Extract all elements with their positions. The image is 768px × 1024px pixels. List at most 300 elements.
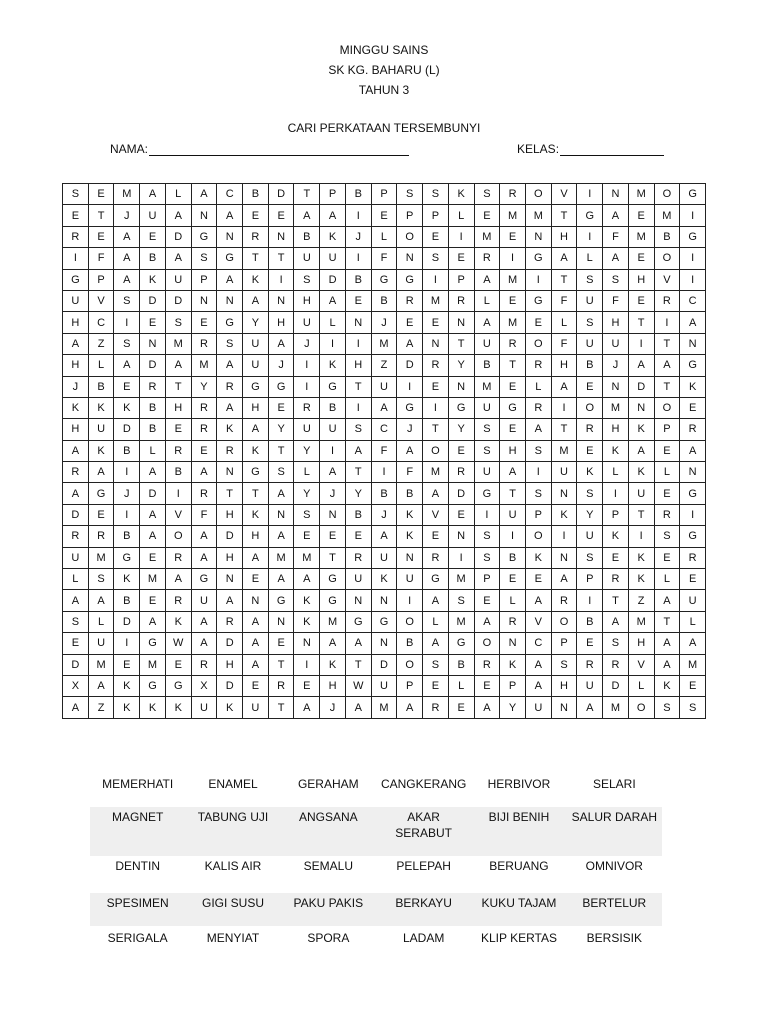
grid-cell[interactable]: R: [551, 590, 577, 611]
grid-cell[interactable]: L: [294, 462, 320, 483]
grid-cell[interactable]: S: [294, 504, 320, 525]
grid-cell[interactable]: Y: [294, 440, 320, 461]
grid-cell[interactable]: L: [577, 248, 603, 269]
grid-cell[interactable]: A: [191, 547, 217, 568]
grid-cell[interactable]: V: [525, 611, 551, 632]
grid-cell[interactable]: I: [345, 397, 371, 418]
grid-cell[interactable]: A: [423, 633, 449, 654]
grid-cell[interactable]: G: [217, 248, 243, 269]
grid-cell[interactable]: A: [88, 590, 114, 611]
grid-cell[interactable]: G: [243, 462, 269, 483]
grid-cell[interactable]: A: [474, 312, 500, 333]
grid-cell[interactable]: A: [551, 248, 577, 269]
grid-cell[interactable]: R: [268, 675, 294, 696]
grid-cell[interactable]: G: [397, 269, 423, 290]
grid-cell[interactable]: A: [191, 526, 217, 547]
grid-cell[interactable]: E: [500, 569, 526, 590]
grid-cell[interactable]: L: [88, 611, 114, 632]
grid-cell[interactable]: S: [448, 590, 474, 611]
grid-cell[interactable]: M: [500, 205, 526, 226]
grid-cell[interactable]: M: [525, 205, 551, 226]
grid-cell[interactable]: D: [165, 290, 191, 311]
grid-cell[interactable]: A: [268, 569, 294, 590]
grid-cell[interactable]: A: [114, 355, 140, 376]
grid-cell[interactable]: T: [654, 333, 680, 354]
grid-cell[interactable]: U: [474, 462, 500, 483]
grid-cell[interactable]: R: [654, 504, 680, 525]
grid-cell[interactable]: A: [243, 547, 269, 568]
grid-cell[interactable]: H: [500, 440, 526, 461]
grid-cell[interactable]: S: [63, 184, 89, 205]
grid-cell[interactable]: A: [88, 462, 114, 483]
grid-cell[interactable]: E: [423, 226, 449, 247]
grid-cell[interactable]: S: [525, 440, 551, 461]
grid-cell[interactable]: P: [320, 184, 346, 205]
grid-cell[interactable]: M: [191, 355, 217, 376]
grid-cell[interactable]: H: [551, 675, 577, 696]
grid-cell[interactable]: J: [114, 483, 140, 504]
grid-cell[interactable]: K: [628, 547, 654, 568]
grid-cell[interactable]: N: [397, 547, 423, 568]
grid-cell[interactable]: E: [243, 205, 269, 226]
grid-cell[interactable]: N: [345, 590, 371, 611]
grid-cell[interactable]: X: [63, 675, 89, 696]
grid-cell[interactable]: A: [603, 248, 629, 269]
grid-cell[interactable]: M: [628, 611, 654, 632]
grid-cell[interactable]: T: [448, 333, 474, 354]
grid-cell[interactable]: L: [448, 675, 474, 696]
grid-cell[interactable]: K: [294, 590, 320, 611]
grid-cell[interactable]: E: [268, 397, 294, 418]
grid-cell[interactable]: U: [603, 333, 629, 354]
grid-cell[interactable]: E: [474, 590, 500, 611]
grid-cell[interactable]: A: [397, 697, 423, 718]
grid-cell[interactable]: K: [628, 462, 654, 483]
grid-cell[interactable]: A: [243, 611, 269, 632]
grid-cell[interactable]: A: [63, 697, 89, 718]
grid-cell[interactable]: H: [243, 397, 269, 418]
grid-cell[interactable]: A: [371, 397, 397, 418]
grid-cell[interactable]: G: [371, 269, 397, 290]
grid-cell[interactable]: D: [217, 526, 243, 547]
grid-cell[interactable]: C: [88, 312, 114, 333]
class-blank-line[interactable]: [560, 143, 664, 156]
grid-cell[interactable]: G: [423, 569, 449, 590]
grid-cell[interactable]: B: [88, 376, 114, 397]
grid-cell[interactable]: Y: [345, 483, 371, 504]
grid-cell[interactable]: E: [371, 205, 397, 226]
grid-cell[interactable]: W: [165, 633, 191, 654]
grid-cell[interactable]: K: [243, 269, 269, 290]
grid-cell[interactable]: S: [397, 184, 423, 205]
grid-cell[interactable]: O: [423, 440, 449, 461]
grid-cell[interactable]: G: [448, 397, 474, 418]
grid-cell[interactable]: U: [371, 376, 397, 397]
grid-cell[interactable]: N: [500, 633, 526, 654]
grid-cell[interactable]: A: [140, 611, 166, 632]
grid-cell[interactable]: E: [63, 633, 89, 654]
grid-cell[interactable]: M: [371, 333, 397, 354]
grid-cell[interactable]: K: [217, 697, 243, 718]
grid-cell[interactable]: G: [680, 226, 706, 247]
grid-cell[interactable]: E: [345, 526, 371, 547]
grid-cell[interactable]: A: [371, 526, 397, 547]
grid-cell[interactable]: E: [397, 312, 423, 333]
grid-cell[interactable]: J: [294, 333, 320, 354]
grid-cell[interactable]: A: [680, 312, 706, 333]
grid-cell[interactable]: B: [371, 290, 397, 311]
grid-cell[interactable]: P: [397, 205, 423, 226]
grid-cell[interactable]: E: [654, 547, 680, 568]
grid-cell[interactable]: N: [320, 504, 346, 525]
grid-cell[interactable]: R: [63, 526, 89, 547]
grid-cell[interactable]: D: [140, 290, 166, 311]
grid-cell[interactable]: J: [114, 205, 140, 226]
grid-cell[interactable]: P: [474, 569, 500, 590]
grid-cell[interactable]: K: [294, 611, 320, 632]
grid-cell[interactable]: Z: [88, 697, 114, 718]
grid-cell[interactable]: H: [628, 633, 654, 654]
grid-cell[interactable]: I: [114, 312, 140, 333]
grid-cell[interactable]: I: [577, 226, 603, 247]
grid-cell[interactable]: I: [500, 248, 526, 269]
grid-cell[interactable]: U: [371, 547, 397, 568]
name-field[interactable]: [110, 142, 409, 156]
grid-cell[interactable]: A: [217, 397, 243, 418]
grid-cell[interactable]: Y: [191, 376, 217, 397]
grid-cell[interactable]: G: [320, 569, 346, 590]
grid-cell[interactable]: A: [603, 205, 629, 226]
grid-cell[interactable]: M: [628, 184, 654, 205]
grid-cell[interactable]: U: [628, 483, 654, 504]
grid-cell[interactable]: K: [397, 526, 423, 547]
grid-cell[interactable]: I: [114, 633, 140, 654]
grid-cell[interactable]: A: [114, 269, 140, 290]
grid-cell[interactable]: N: [191, 205, 217, 226]
grid-cell[interactable]: G: [371, 611, 397, 632]
grid-cell[interactable]: R: [474, 654, 500, 675]
grid-cell[interactable]: S: [474, 526, 500, 547]
grid-cell[interactable]: N: [423, 333, 449, 354]
grid-cell[interactable]: K: [165, 697, 191, 718]
grid-cell[interactable]: A: [294, 205, 320, 226]
grid-cell[interactable]: A: [165, 569, 191, 590]
grid-cell[interactable]: L: [423, 611, 449, 632]
grid-cell[interactable]: R: [603, 569, 629, 590]
grid-cell[interactable]: N: [268, 504, 294, 525]
grid-cell[interactable]: A: [397, 333, 423, 354]
grid-cell[interactable]: E: [423, 675, 449, 696]
grid-cell[interactable]: M: [603, 697, 629, 718]
grid-cell[interactable]: S: [294, 269, 320, 290]
grid-cell[interactable]: U: [165, 269, 191, 290]
grid-cell[interactable]: R: [191, 397, 217, 418]
grid-cell[interactable]: E: [680, 569, 706, 590]
grid-cell[interactable]: D: [397, 355, 423, 376]
grid-cell[interactable]: G: [320, 590, 346, 611]
grid-cell[interactable]: S: [423, 654, 449, 675]
grid-cell[interactable]: S: [680, 697, 706, 718]
grid-cell[interactable]: S: [525, 483, 551, 504]
grid-cell[interactable]: K: [88, 397, 114, 418]
grid-cell[interactable]: O: [525, 184, 551, 205]
grid-cell[interactable]: R: [680, 547, 706, 568]
grid-cell[interactable]: A: [140, 504, 166, 525]
grid-cell[interactable]: F: [551, 333, 577, 354]
grid-cell[interactable]: L: [140, 440, 166, 461]
grid-cell[interactable]: J: [397, 419, 423, 440]
grid-cell[interactable]: K: [654, 675, 680, 696]
grid-cell[interactable]: T: [268, 654, 294, 675]
grid-cell[interactable]: H: [603, 312, 629, 333]
grid-cell[interactable]: N: [345, 312, 371, 333]
grid-cell[interactable]: E: [577, 376, 603, 397]
grid-cell[interactable]: I: [114, 462, 140, 483]
grid-cell[interactable]: B: [654, 226, 680, 247]
grid-cell[interactable]: C: [680, 290, 706, 311]
grid-cell[interactable]: E: [294, 675, 320, 696]
grid-cell[interactable]: E: [294, 526, 320, 547]
grid-cell[interactable]: A: [320, 205, 346, 226]
grid-cell[interactable]: U: [577, 526, 603, 547]
grid-cell[interactable]: E: [680, 397, 706, 418]
grid-cell[interactable]: G: [268, 376, 294, 397]
grid-cell[interactable]: E: [500, 290, 526, 311]
grid-cell[interactable]: Y: [500, 697, 526, 718]
grid-cell[interactable]: O: [654, 248, 680, 269]
grid-cell[interactable]: Z: [628, 590, 654, 611]
class-field[interactable]: [517, 142, 664, 156]
grid-cell[interactable]: J: [345, 226, 371, 247]
grid-cell[interactable]: D: [371, 654, 397, 675]
grid-cell[interactable]: I: [680, 269, 706, 290]
grid-cell[interactable]: J: [371, 504, 397, 525]
grid-cell[interactable]: H: [217, 547, 243, 568]
grid-cell[interactable]: K: [88, 440, 114, 461]
grid-cell[interactable]: K: [114, 569, 140, 590]
grid-cell[interactable]: F: [371, 248, 397, 269]
grid-cell[interactable]: D: [114, 611, 140, 632]
grid-cell[interactable]: N: [603, 376, 629, 397]
grid-cell[interactable]: A: [140, 526, 166, 547]
grid-cell[interactable]: G: [88, 483, 114, 504]
grid-cell[interactable]: K: [114, 675, 140, 696]
grid-cell[interactable]: S: [474, 184, 500, 205]
grid-cell[interactable]: S: [474, 440, 500, 461]
grid-cell[interactable]: A: [474, 611, 500, 632]
grid-cell[interactable]: K: [320, 226, 346, 247]
grid-cell[interactable]: D: [165, 226, 191, 247]
grid-cell[interactable]: R: [525, 355, 551, 376]
grid-cell[interactable]: I: [680, 504, 706, 525]
grid-cell[interactable]: Y: [268, 419, 294, 440]
grid-cell[interactable]: M: [140, 569, 166, 590]
grid-cell[interactable]: K: [114, 697, 140, 718]
grid-cell[interactable]: B: [114, 440, 140, 461]
grid-cell[interactable]: K: [243, 504, 269, 525]
grid-cell[interactable]: G: [525, 290, 551, 311]
grid-cell[interactable]: U: [525, 697, 551, 718]
grid-cell[interactable]: C: [525, 633, 551, 654]
grid-cell[interactable]: M: [320, 611, 346, 632]
grid-cell[interactable]: E: [603, 547, 629, 568]
grid-cell[interactable]: N: [680, 462, 706, 483]
grid-cell[interactable]: D: [63, 504, 89, 525]
grid-cell[interactable]: T: [551, 419, 577, 440]
grid-cell[interactable]: H: [603, 419, 629, 440]
grid-cell[interactable]: A: [191, 462, 217, 483]
grid-cell[interactable]: E: [345, 290, 371, 311]
grid-cell[interactable]: K: [525, 547, 551, 568]
grid-cell[interactable]: A: [628, 440, 654, 461]
grid-cell[interactable]: A: [551, 376, 577, 397]
grid-cell[interactable]: D: [603, 675, 629, 696]
grid-cell[interactable]: N: [217, 569, 243, 590]
grid-cell[interactable]: N: [294, 633, 320, 654]
grid-cell[interactable]: P: [603, 504, 629, 525]
grid-cell[interactable]: U: [243, 333, 269, 354]
grid-cell[interactable]: S: [474, 547, 500, 568]
grid-cell[interactable]: I: [474, 504, 500, 525]
grid-cell[interactable]: U: [294, 248, 320, 269]
grid-cell[interactable]: A: [63, 440, 89, 461]
grid-cell[interactable]: J: [320, 483, 346, 504]
grid-cell[interactable]: E: [191, 440, 217, 461]
grid-cell[interactable]: M: [474, 226, 500, 247]
grid-cell[interactable]: A: [217, 355, 243, 376]
grid-cell[interactable]: I: [320, 333, 346, 354]
grid-cell[interactable]: C: [217, 184, 243, 205]
grid-cell[interactable]: N: [268, 226, 294, 247]
grid-cell[interactable]: L: [448, 205, 474, 226]
grid-cell[interactable]: V: [165, 504, 191, 525]
grid-cell[interactable]: E: [448, 248, 474, 269]
grid-cell[interactable]: R: [191, 419, 217, 440]
grid-cell[interactable]: N: [371, 633, 397, 654]
grid-cell[interactable]: I: [551, 526, 577, 547]
grid-cell[interactable]: F: [551, 290, 577, 311]
grid-cell[interactable]: I: [448, 547, 474, 568]
grid-cell[interactable]: L: [680, 611, 706, 632]
grid-cell[interactable]: A: [525, 419, 551, 440]
grid-cell[interactable]: J: [63, 376, 89, 397]
grid-cell[interactable]: B: [140, 419, 166, 440]
grid-cell[interactable]: Z: [371, 355, 397, 376]
grid-cell[interactable]: E: [63, 205, 89, 226]
grid-cell[interactable]: I: [397, 376, 423, 397]
grid-cell[interactable]: H: [268, 312, 294, 333]
grid-cell[interactable]: B: [243, 184, 269, 205]
grid-cell[interactable]: M: [88, 654, 114, 675]
grid-cell[interactable]: P: [397, 675, 423, 696]
grid-cell[interactable]: U: [243, 355, 269, 376]
grid-cell[interactable]: R: [680, 419, 706, 440]
grid-cell[interactable]: S: [345, 419, 371, 440]
grid-cell[interactable]: T: [268, 440, 294, 461]
grid-cell[interactable]: E: [577, 440, 603, 461]
grid-cell[interactable]: A: [140, 462, 166, 483]
grid-cell[interactable]: S: [577, 269, 603, 290]
grid-cell[interactable]: E: [243, 675, 269, 696]
grid-cell[interactable]: I: [320, 440, 346, 461]
grid-cell[interactable]: S: [474, 419, 500, 440]
grid-cell[interactable]: A: [114, 226, 140, 247]
grid-cell[interactable]: F: [603, 226, 629, 247]
grid-cell[interactable]: E: [140, 226, 166, 247]
grid-cell[interactable]: G: [191, 569, 217, 590]
grid-cell[interactable]: G: [525, 248, 551, 269]
grid-cell[interactable]: B: [448, 654, 474, 675]
grid-cell[interactable]: S: [165, 312, 191, 333]
grid-cell[interactable]: U: [680, 590, 706, 611]
grid-cell[interactable]: S: [217, 333, 243, 354]
grid-cell[interactable]: K: [320, 355, 346, 376]
grid-cell[interactable]: E: [500, 226, 526, 247]
grid-cell[interactable]: R: [165, 590, 191, 611]
grid-cell[interactable]: T: [500, 355, 526, 376]
grid-cell[interactable]: E: [525, 312, 551, 333]
grid-cell[interactable]: G: [114, 547, 140, 568]
grid-cell[interactable]: N: [448, 526, 474, 547]
grid-cell[interactable]: A: [680, 440, 706, 461]
grid-cell[interactable]: T: [654, 611, 680, 632]
grid-cell[interactable]: O: [165, 526, 191, 547]
grid-cell[interactable]: U: [551, 462, 577, 483]
grid-cell[interactable]: E: [268, 633, 294, 654]
grid-cell[interactable]: E: [140, 547, 166, 568]
grid-cell[interactable]: K: [140, 269, 166, 290]
grid-cell[interactable]: O: [525, 333, 551, 354]
grid-cell[interactable]: N: [140, 333, 166, 354]
grid-cell[interactable]: E: [140, 312, 166, 333]
grid-cell[interactable]: K: [217, 419, 243, 440]
grid-cell[interactable]: O: [654, 397, 680, 418]
grid-cell[interactable]: E: [654, 440, 680, 461]
grid-cell[interactable]: N: [680, 333, 706, 354]
grid-cell[interactable]: A: [551, 569, 577, 590]
grid-cell[interactable]: I: [654, 312, 680, 333]
grid-cell[interactable]: G: [140, 675, 166, 696]
grid-cell[interactable]: N: [448, 312, 474, 333]
grid-cell[interactable]: R: [577, 419, 603, 440]
grid-cell[interactable]: A: [474, 269, 500, 290]
grid-cell[interactable]: I: [294, 654, 320, 675]
grid-cell[interactable]: I: [448, 226, 474, 247]
grid-cell[interactable]: Y: [448, 419, 474, 440]
grid-cell[interactable]: N: [268, 290, 294, 311]
grid-cell[interactable]: K: [628, 419, 654, 440]
grid-cell[interactable]: G: [140, 633, 166, 654]
grid-cell[interactable]: N: [191, 290, 217, 311]
grid-cell[interactable]: P: [654, 419, 680, 440]
grid-cell[interactable]: P: [577, 569, 603, 590]
grid-cell[interactable]: A: [680, 633, 706, 654]
grid-cell[interactable]: I: [680, 205, 706, 226]
grid-cell[interactable]: R: [63, 462, 89, 483]
grid-cell[interactable]: M: [371, 697, 397, 718]
grid-cell[interactable]: S: [423, 184, 449, 205]
grid-cell[interactable]: D: [448, 483, 474, 504]
grid-cell[interactable]: A: [165, 248, 191, 269]
grid-cell[interactable]: I: [500, 526, 526, 547]
grid-cell[interactable]: H: [217, 504, 243, 525]
grid-cell[interactable]: F: [603, 290, 629, 311]
grid-cell[interactable]: P: [371, 184, 397, 205]
grid-cell[interactable]: I: [371, 462, 397, 483]
grid-cell[interactable]: G: [243, 376, 269, 397]
grid-cell[interactable]: I: [551, 397, 577, 418]
grid-cell[interactable]: U: [63, 547, 89, 568]
